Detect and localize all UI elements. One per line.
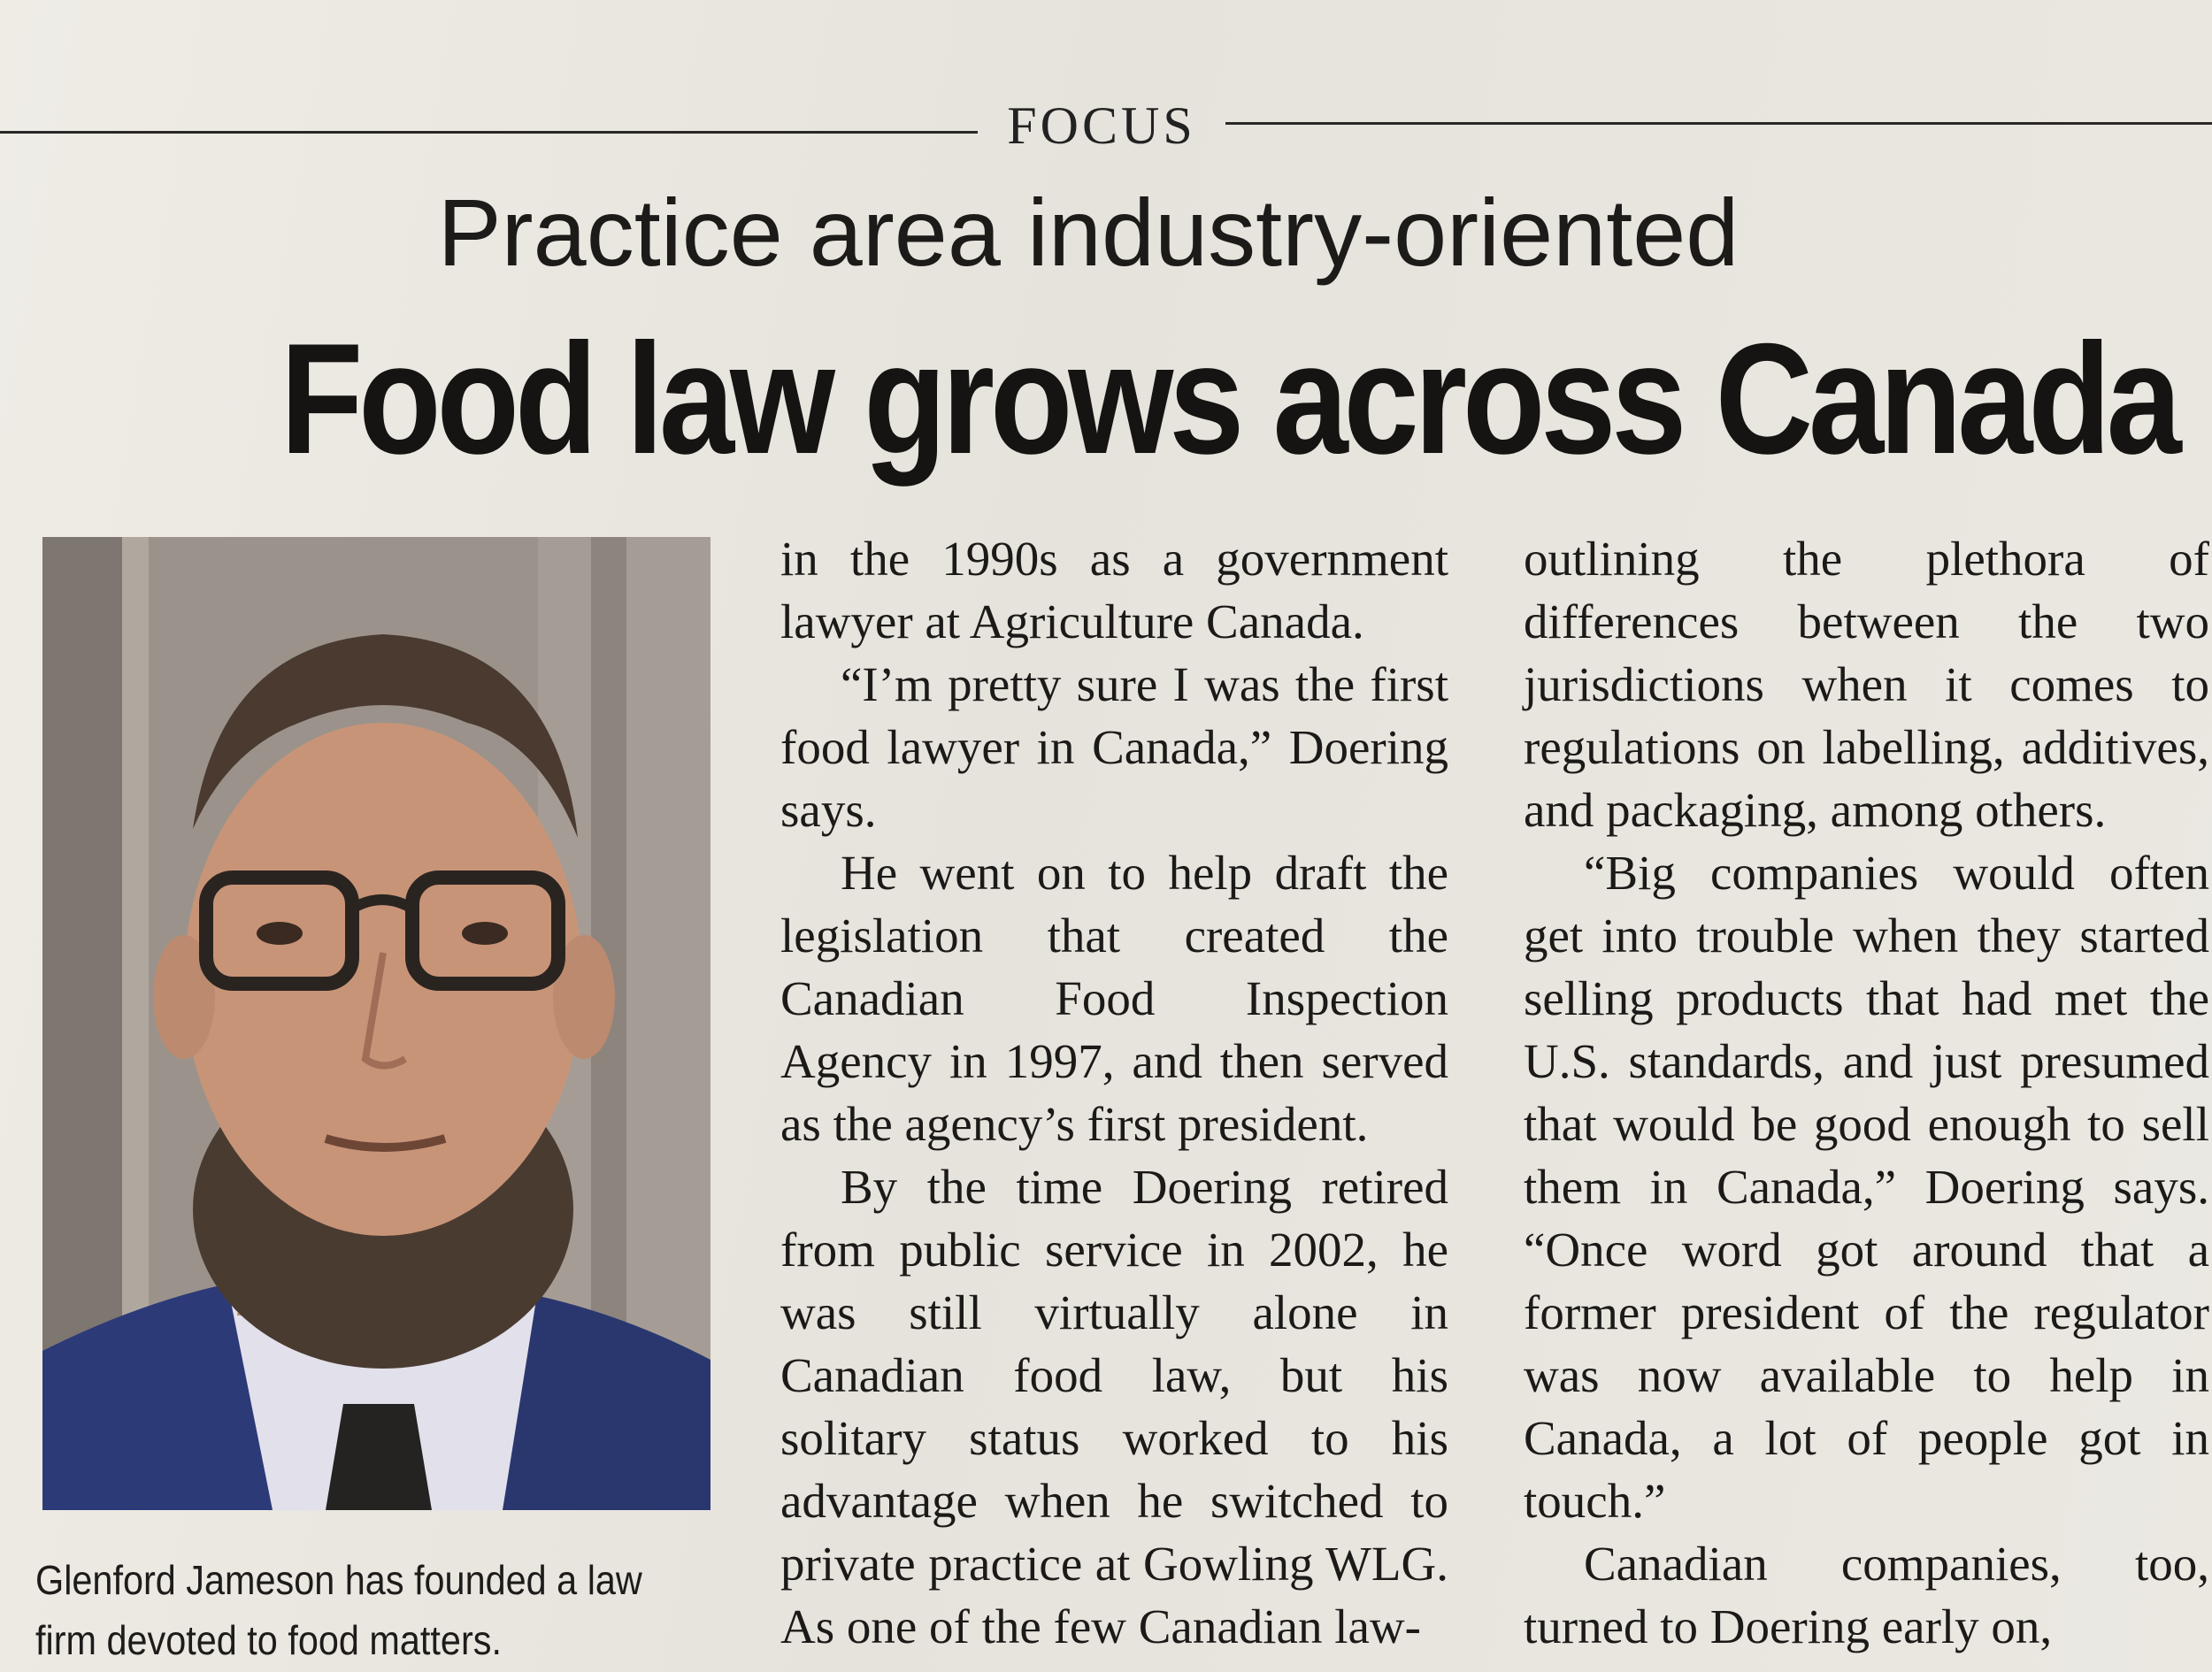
article-subhead: Practice area industry-oriented xyxy=(437,179,1740,286)
portrait-photo xyxy=(42,537,710,1510)
article-column-right xyxy=(1524,527,2209,1658)
portrait-illustration xyxy=(42,537,710,1510)
paragraph: “Big companies would often get into trouble when they started selling products that had met the U.S. standards, and just presumed that would be good enough to sell them in Canada,” Doering says. “Once word got around that a former president of the regulator was now available to help in Canada, a lot of people got in touch.” xyxy=(1524,846,2209,1528)
section-label: FOCUS xyxy=(1007,96,1196,155)
paragraph: in the 1990s as a government lawyer at Agriculture Canada. xyxy=(780,532,1448,648)
section-rule-left xyxy=(0,131,978,134)
article-headline: Food law grows across Canada xyxy=(280,311,2177,487)
paragraph: By the time Doering retired from public service in 2002, he was still virtually alone in Canadian food law, but his solitary status worked to his advantage when he switched to private practice at Gowling WLG. As one of the few Canadian law- xyxy=(780,1160,1448,1653)
section-rule-right xyxy=(1225,122,2212,125)
article-column-middle xyxy=(780,527,1448,1658)
paragraph: Canadian companies, too, turned to Doering early on, xyxy=(1524,1537,2209,1653)
paragraph: “I’m pretty sure I was the first food lawyer in Canada,” Doering says. xyxy=(780,657,1448,837)
photo-caption: Glenford Jameson has founded a law firm devoted to food matters. xyxy=(35,1557,642,1663)
paragraph: He went on to help draft the legislation that created the Canadian Food Inspection Agency in 1997, and then served as the agency’s first president. xyxy=(780,846,1448,1151)
paragraph: outlining the plethora of differences between the two jurisdictions when it comes to regulations on labelling, additives, and packaging, among others. xyxy=(1524,532,2209,837)
